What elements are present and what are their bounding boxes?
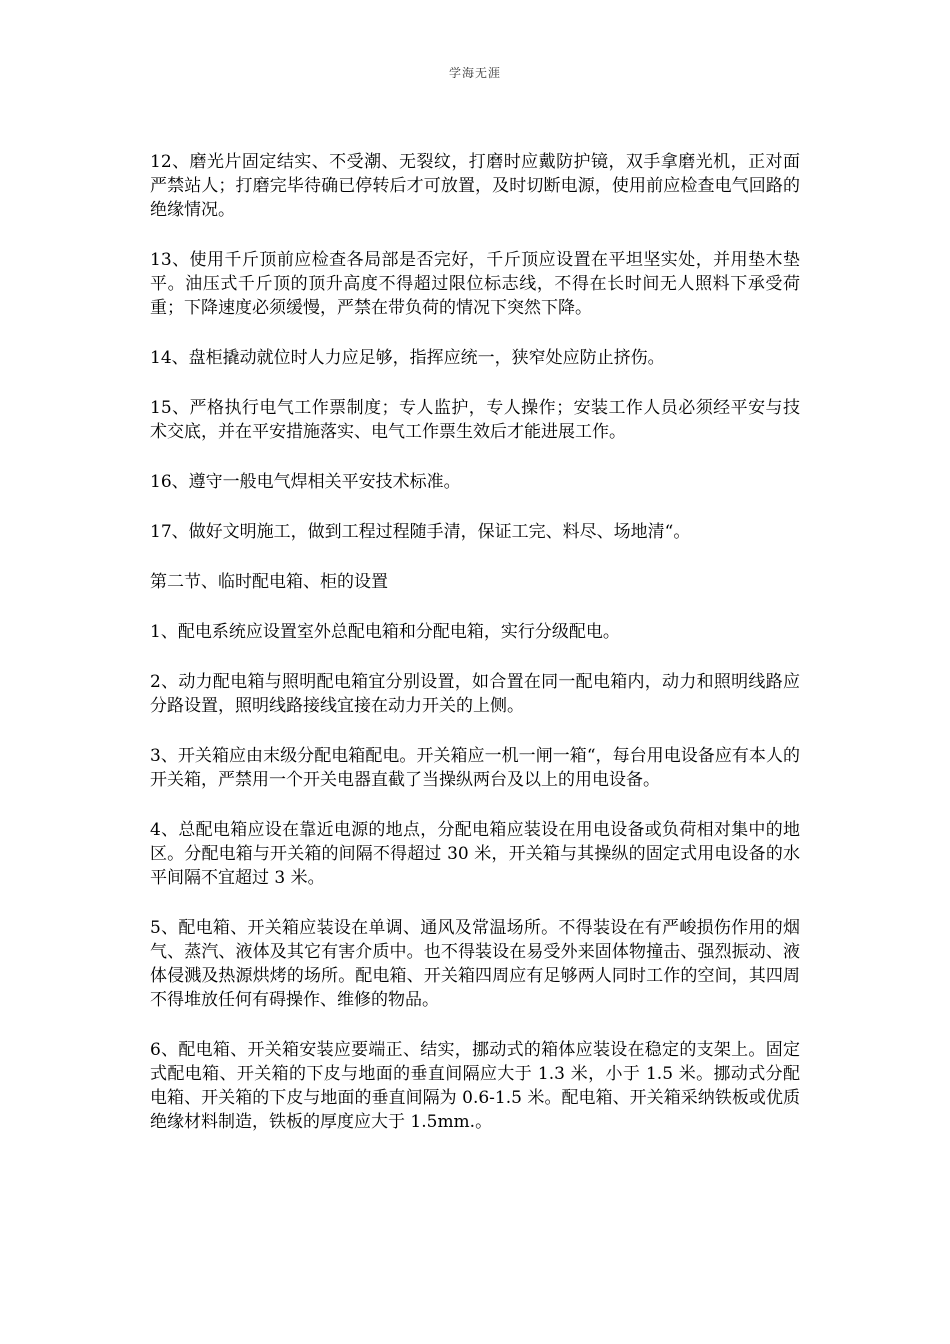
paragraph-item-13: 13、使用千斤顶前应检查各局部是否完好，千斤顶应设置在平坦坚实处，并用垫木垫平。油压式千斤顶的顶升高度不得超过限位标志线，不得在长时间无人照料下承受荷重；下降速度必须缓慢，严禁在带负荷的情况下突然下降。 (150, 250, 800, 318)
paragraph-item-16: 16、遵守一般电气焊相关平安技术标准。 (150, 472, 461, 492)
paragraph-item-12: 12、磨光片固定结实、不受潮、无裂纹，打磨时应戴防护镜，双手拿磨光机，正对面严禁站人；打磨完毕待确已停转后才可放置，及时切断电源，使用前应检查电气回路的绝缘情况。 (150, 152, 800, 220)
paragraph-item-5: 5、配电箱、开关箱应装设在单调、通风及常温场所。不得装设在有严峻损伤作用的烟气、蒸汽、液体及其它有害介质中。也不得装设在易受外来固体物撞击、强烈振动、液体侵溅及热源烘烤的场所。配电箱、开关箱四周应有足够两人同时工作的空间，其四周不得堆放任何有碍操作、维修的物品。 (150, 918, 800, 1010)
paragraph-item-17: 17、做好文明施工，做到工程过程随手清，保证工完、料尽、场地清“。 (150, 522, 691, 542)
paragraph-item-2: 2、动力配电箱与照明配电箱宜分别设置，如合置在同一配电箱内，动力和照明线路应分路设置，照明线路接线宜接在动力开关的上侧。 (150, 672, 800, 716)
section-heading: 第二节、临时配电箱、柜的设置 (150, 572, 388, 592)
paragraph-item-4: 4、总配电箱应设在靠近电源的地点，分配电箱应装设在用电设备或负荷相对集中的地区。分配电箱与开关箱的间隔不得超过 30 米，开关箱与其操纵的固定式用电设备的水平间隔不宜超过 3 米。 (150, 820, 800, 888)
paragraph-item-6: 6、配电箱、开关箱安装应要端正、结实，挪动式的箱体应装设在稳定的支架上。固定式配电箱、开关箱的下皮与地面的垂直间隔应大于 1.3 米，小于 1.5 米。挪动式分配电箱、开关箱的下皮与地面的垂直间隔为 0.6-1.5 米。配电箱、开关箱采纳铁板或优质绝缘材料制造，铁板的厚度应大于 1.5mm.。 (150, 1040, 800, 1132)
paragraph-item-3: 3、开关箱应由末级分配电箱配电。开关箱应一机一闸一箱“，每台用电设备应有本人的开关箱，严禁用一个开关电器直截了当操纵两台及以上的用电设备。 (150, 746, 800, 790)
document-body (150, 150, 800, 1160)
paragraph-item-14: 14、盘柜撬动就位时人力应足够，指挥应统一，狭窄处应防止挤伤。 (150, 348, 665, 368)
page-header: 学海无涯 (448, 66, 501, 80)
paragraph-item-1: 1、配电系统应设置室外总配电箱和分配电箱，实行分级配电。 (150, 622, 620, 642)
paragraph-item-15: 15、严格执行电气工作票制度；专人监护，专人操作；安装工作人员必须经平安与技术交底，并在平安措施落实、电气工作票生效后才能进展工作。 (150, 398, 800, 442)
